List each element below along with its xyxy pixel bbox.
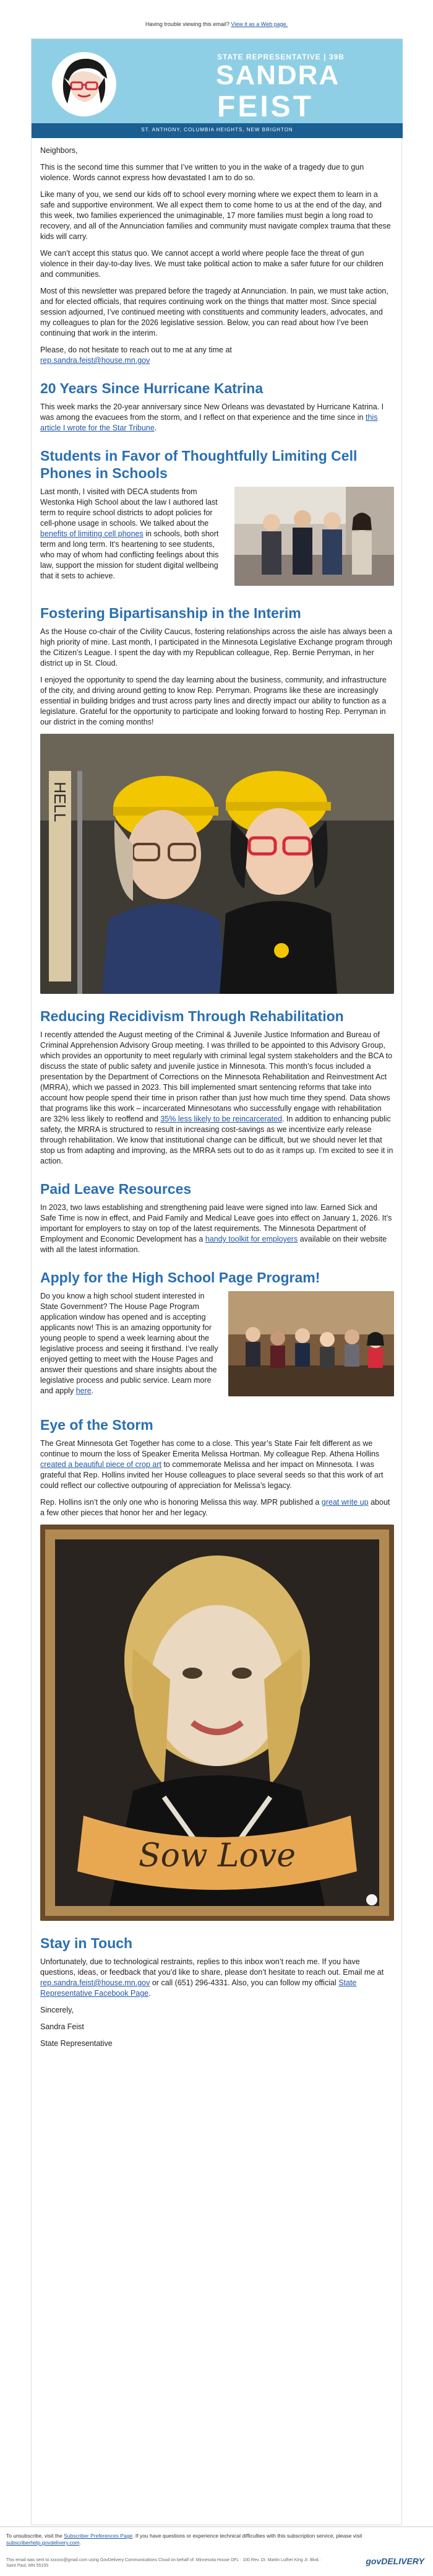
signoff: Sincerely, bbox=[40, 2006, 74, 2014]
govdelivery-logo: govDELIVERY bbox=[366, 2556, 424, 2566]
intro-paragraph: We can’t accept this status quo. We cannot accept a world where people face the threat of gun violence in their day-to-day lives. We must take political action to make a safer future for our children and communities. bbox=[40, 249, 384, 279]
bipartisan-paragraph: I enjoyed the opportunity to spend the day learning about the business, community, and infrastructure of the city, and driving around getting to know Rep. Perryman. Programs like these are increasingly essential in building bridges and trust across party lines and directly impact our ability to function as a legislature. Grateful for the opportunity to participate and looking forward to hosting Rep. Perryman in our district in the coming months! bbox=[40, 676, 387, 726]
intro-paragraph: This is the second time this summer that I’ve written to you in the wake of a tragedy due to gun violence. Words cannot express how devastated I am to do so. bbox=[40, 163, 364, 182]
stay-text: Unfortunately, due to technological restraints, replies to this inbox won’t reach me. If you have questions, ideas, or feedback that you’d like to share, please don’t hesitate to reach out. Email me at rep.sandra.feist@house.mn.gov or call (651) 296-4331. Also, you can follow my official State Representative Facebook Page. bbox=[40, 1957, 384, 1998]
reincarceration-link[interactable]: 35% less likely to be reincarcerated bbox=[160, 1115, 282, 1123]
signature-role: State Representative bbox=[40, 2039, 113, 2048]
greeting: Neighbors, bbox=[40, 146, 78, 155]
footer-legal: This email was sent to xxxxxx@gmail.com using GovDelivery Communications Cloud on behalf of: Minnesota House DFL · 100 Rev. Dr. Martin Luther King Jr. Blvd. · Saint Paul, MN 55155 bbox=[6, 2558, 322, 2568]
contact-email-link[interactable]: rep.sandra.feist@house.mn.gov bbox=[40, 1978, 150, 1987]
preheader-text: Having trouble viewing this email? bbox=[145, 21, 229, 27]
sign-text: HELL bbox=[51, 781, 69, 822]
intro-paragraph: Most of this newsletter was prepared before the tragedy at Annunciation. In pain, we must take action, and for elected officials, that requires continuing work on the things that matter most. Since special session adjourned, I’ve continued meeting with constituents and community leaders, advocates, and my colleagues to plan for the 2026 legislative session. Below, you can read about how I’ve been continuing that work in the interim. bbox=[40, 287, 388, 337]
mpr-writeup-link[interactable]: great write up bbox=[321, 1498, 369, 1507]
email-link[interactable]: rep.sandra.feist@house.mn.gov bbox=[40, 356, 150, 365]
house-pages-photo bbox=[228, 1291, 394, 1396]
subscriber-preferences-link[interactable]: Subscriber Preferences Page bbox=[64, 2533, 133, 2539]
employer-toolkit-link[interactable]: handy toolkit for employers bbox=[205, 1235, 298, 1243]
newsletter-content bbox=[40, 146, 394, 2055]
footer-divider bbox=[0, 2526, 433, 2527]
preheader bbox=[0, 0, 433, 25]
section-title: Eye of the Storm bbox=[40, 1417, 153, 1433]
cell-phone-benefits-link[interactable]: benefits of limiting cell phones bbox=[40, 529, 144, 538]
recidivism-text: I recently attended the August meeting of the Criminal & Juvenile Justice Information and Bureau of Criminal Apprehension Advisory Group meeting. I was thrilled to be appointed to this Advisory Group, which provides an opportunity to meet regularly with criminal legal system stakeholders and the BCA to discuss the state of public safety and juvenile justice in Minnesota. This month’s focus included a presentation by the Department of Corrections on the Minnesota Rehabilitation and Reinvestment Act (MRRA), which we passed in 2023. This bill implemented smart sentencing reforms that take into account how people spend their time in prison rather than just how much time they spend. Data shows that programs like this work – incarcerated Minnesotans who successfully engage with rehabilitation are 32% less likely to reoffend and 35% less likely to be reincarcerated. In addition to enhancing public safety, the MRRA is structured to result in increasing cost-savings as we incentivize early release through rehabilitation. We know that institutional change can be difficult, but we should never let that stop us from adapting and improving, as the MRRA sets out to do as it ramps up. I’m excited to see it in action. bbox=[40, 1030, 393, 1165]
section-title: Stay in Touch bbox=[40, 1935, 133, 1951]
crop-art-ribbon-text: Sow Love bbox=[139, 1837, 296, 1874]
star-tribune-article-link[interactable]: this article I wrote for the Star Tribune bbox=[40, 413, 378, 432]
bipartisan-paragraph: As the House co-chair of the Civility Caucus, fostering relationships across the aisle has always been a high priority of mine. Last month, I participated in the Minnesota Legislative Exchange program through the Citizen’s League. I spent the day with my Republican colleague, Rep. Bernie Perryman, in her district up in St. Cloud. bbox=[40, 627, 393, 668]
header-last-name: FEIST bbox=[217, 90, 314, 123]
crop-art-link[interactable]: created a beautiful piece of crop art bbox=[40, 1460, 161, 1469]
view-as-webpage-link[interactable]: View it as a Web page. bbox=[231, 21, 288, 27]
signature-name: Sandra Feist bbox=[40, 2022, 84, 2031]
header-title: STATE REPRESENTATIVE | 39B bbox=[217, 53, 345, 61]
crop-art-photo bbox=[40, 1525, 394, 1921]
intro-paragraph: Like many of you, we send our kids off to school every morning where we expect them to learn in a safe and supportive environment. We all expect them to come home to us at the end of the day, and this week, two families experienced the unimaginable, 17 more families must begin a long road to recovery, and all of the Annunciation families and community must navigate complex trauma that these kids will carry. bbox=[40, 190, 391, 241]
representative-avatar-logo bbox=[50, 50, 118, 118]
page-program-text: Do you know a high school student interested in State Government? The House Page Program application window has opened and is accepting applicants now! This is an amazing opportunity for young people to spend a week learning about the legislative process and seeing it firsthand. I’ve really enjoyed getting to meet with the House Pages and answer their questions and share insights about the legislative process and public service. Learn more and apply here. bbox=[40, 1292, 218, 1395]
header-first-name: SANDRA bbox=[216, 60, 340, 90]
newsletter-header bbox=[32, 39, 403, 138]
header-district: ST. ANTHONY, COLUMBIA HEIGHTS, NEW BRIGHTON bbox=[32, 123, 403, 136]
deca-students-photo bbox=[234, 487, 394, 586]
section-title: Fostering Bipartisanship in the Interim bbox=[40, 605, 301, 621]
section-title: 20 Years Since Hurricane Katrina bbox=[40, 380, 264, 396]
storm-paragraph: The Great Minnesota Get Together has come to a close. This year’s State Fair felt different as we continue to mourn the loss of Speaker Emerita Melissa Hortman. My colleague Rep. Athena Hollins created a beautiful piece of crop art to commemorate Melissa and her impact on Minnesota. I was grateful that Rep. Hollins invited her House colleagues to place several seeds so that this work of art could reflect our collective outpouring of appreciation for Melissa’s legacy. bbox=[40, 1439, 384, 1490]
footer-unsubscribe: To unsubscribe, visit the Subscriber Preferences Page. If you have questions or experience technical difficulties with this subscription service, please visit subscriberhelp.govdelivery.com. bbox=[6, 2533, 362, 2546]
section-title: Reducing Recidivism Through Rehabilitation bbox=[40, 1008, 344, 1024]
facebook-page-link[interactable]: State Representative Facebook Page bbox=[40, 1978, 357, 1998]
section-title: Students in Favor of Thoughtfully Limiting Cell Phones in Schools bbox=[40, 448, 358, 481]
apply-here-link[interactable]: here bbox=[75, 1386, 92, 1395]
intro-contact: Please, do not hesitate to reach out to me at any time at rep.sandra.feist@house.mn.gov bbox=[40, 346, 232, 365]
section-title: Paid Leave Resources bbox=[40, 1181, 192, 1197]
email-body bbox=[31, 38, 402, 2525]
phones-text: Last month, I visited with DECA students from Westonka High School about the law I authored last term to require school districts to adopt policies for cell-phone usage in schools. We talked about the benefits of limiting cell phones in schools, both short term and long term. It’s heartening to see students, who may of whom had conflicting feelings about this law, support the mission for student digital wellbeing that it sets to achieve. bbox=[40, 487, 219, 580]
subscriber-help-link[interactable]: subscriberhelp.govdelivery.com bbox=[6, 2539, 80, 2546]
hard-hat-selfie-photo bbox=[40, 734, 394, 994]
section-title: Apply for the High School Page Program! bbox=[40, 1269, 320, 1286]
katrina-text: This week marks the 20-year anniversary since New Orleans was devastated by Hurricane Katrina. I was among the evacuees from the storm, and I reflect on that experience and the time since in this article I wrote for the Star Tribune. bbox=[40, 402, 384, 432]
storm-paragraph: Rep. Hollins isn’t the only one who is honoring Melissa this way. MPR published a great write up about a few other pieces that honor her and her legacy. bbox=[40, 1498, 390, 1517]
paid-leave-text: In 2023, two laws establishing and strengthening paid leave were signed into law. Earned Sick and Safe Time is now in effect, and Paid Family and Medical Leave goes into effect on January 1, 2026. It’s important for employers to stay on top of the latest requirements. The Minnesota Department of Employment and Economic Development has a handy toolkit for employers available on their website with all the latest information. bbox=[40, 1203, 392, 1254]
